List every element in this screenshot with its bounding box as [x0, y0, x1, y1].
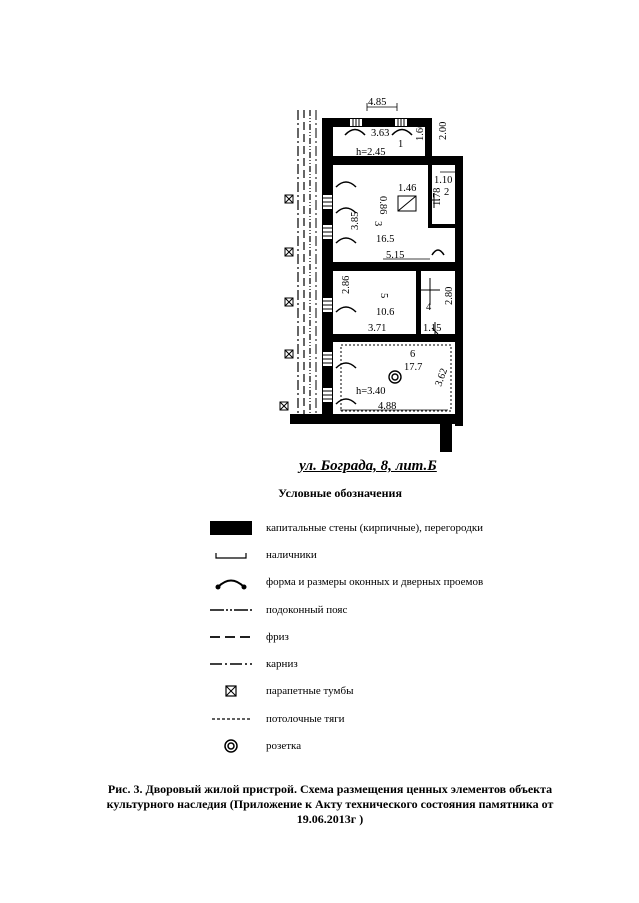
legend [208, 514, 608, 760]
room-5-number: 5 [378, 293, 389, 299]
dim-r3-vert: 0.86 [377, 196, 388, 215]
legend-label: наличники [266, 548, 317, 561]
dim-r1-outer: 2.00 [438, 121, 449, 140]
dim-r4-width: 1.15 [423, 323, 442, 334]
dim-r6-side: 3.62 [433, 366, 451, 389]
crossed-box-icon [280, 402, 288, 410]
room-4-number: 4 [426, 302, 432, 313]
legend-label: фриз [266, 630, 289, 643]
dim-r6-width: 4.88 [378, 401, 397, 412]
dim-r2-top: 1.10 [434, 175, 453, 186]
dim-r1-height: h=2.45 [356, 147, 386, 158]
room-5-area: 10.6 [376, 307, 395, 318]
caption-line-3: 19.06.2013г ) [296, 812, 364, 826]
legend-item [208, 650, 608, 677]
dash-dot-line-icon [208, 654, 254, 674]
room-6-area: 17.7 [404, 362, 423, 373]
stove-symbol [398, 196, 416, 211]
room-1-number: 1 [398, 139, 404, 150]
dim-r5-width: 3.71 [368, 323, 387, 334]
dash-dot-dot-line-icon [208, 600, 254, 620]
dim-r6-height: h=3.40 [356, 386, 386, 397]
dotted-line-icon [208, 709, 254, 729]
legend-label: форма и размеры оконных и дверных проемов [266, 576, 484, 589]
dim-r5-side: 2.86 [341, 275, 352, 294]
crossed-box-icon [285, 298, 293, 306]
caption-line-1: Рис. 3. Дворовый жилой пристрой. Схема размещения ценных элементов объекта [107, 782, 553, 796]
legend-label: карниз [266, 658, 298, 671]
bracket-icon [208, 545, 254, 565]
dim-r4-side: 2.80 [444, 286, 455, 305]
parapet-boxes [280, 195, 293, 410]
legend-item [208, 569, 608, 596]
caption-line-2: культурного наследия (Приложение к Акту технического состояния памятника от [106, 797, 554, 811]
crossed-box-icon [208, 681, 254, 701]
dim-r1-right: 1.66 [415, 122, 426, 141]
legend-item [208, 705, 608, 732]
legend-item [208, 623, 608, 650]
solid-block-icon [208, 518, 254, 538]
legend-item [208, 678, 608, 705]
street-address: ул. Бограда, 8, лит.Б [299, 458, 437, 474]
arc-opening-icon [208, 572, 254, 592]
legend-label: розетка [266, 740, 302, 753]
rosette-icon [208, 736, 254, 756]
room-3-number: 3 [372, 221, 383, 227]
legend-item [208, 541, 608, 568]
legend-item [208, 732, 608, 759]
room-3-area: 16.5 [376, 234, 395, 245]
crossed-box-icon [285, 195, 293, 203]
dim-r2-side: 1.78 [432, 187, 443, 206]
legend-item [208, 514, 608, 541]
legend-item [208, 596, 608, 623]
dim-top-width: 4.85 [368, 97, 387, 108]
room-6-number: 6 [410, 349, 416, 360]
crossed-box-icon [285, 350, 293, 358]
legend-label: потолочные тяги [266, 712, 345, 725]
dim-r3-small: 1.46 [398, 183, 417, 194]
dim-r3-width: 5.15 [386, 250, 405, 261]
room-2-number: 2 [444, 187, 450, 198]
legend-label: капитальные стены (кирпичные), перегородки [266, 521, 484, 534]
figure-caption [60, 782, 600, 827]
legend-title: Условные обозначения [278, 486, 402, 500]
rosette-icon [389, 371, 401, 383]
dashed-line-icon [208, 627, 254, 647]
legend-label: подоконный пояс [266, 603, 348, 616]
legend-label: парапетные тумбы [266, 685, 354, 698]
crossed-box-icon [285, 248, 293, 256]
dim-top-inner: 3.63 [371, 128, 390, 139]
dim-r3-side: 3.85 [350, 211, 361, 230]
